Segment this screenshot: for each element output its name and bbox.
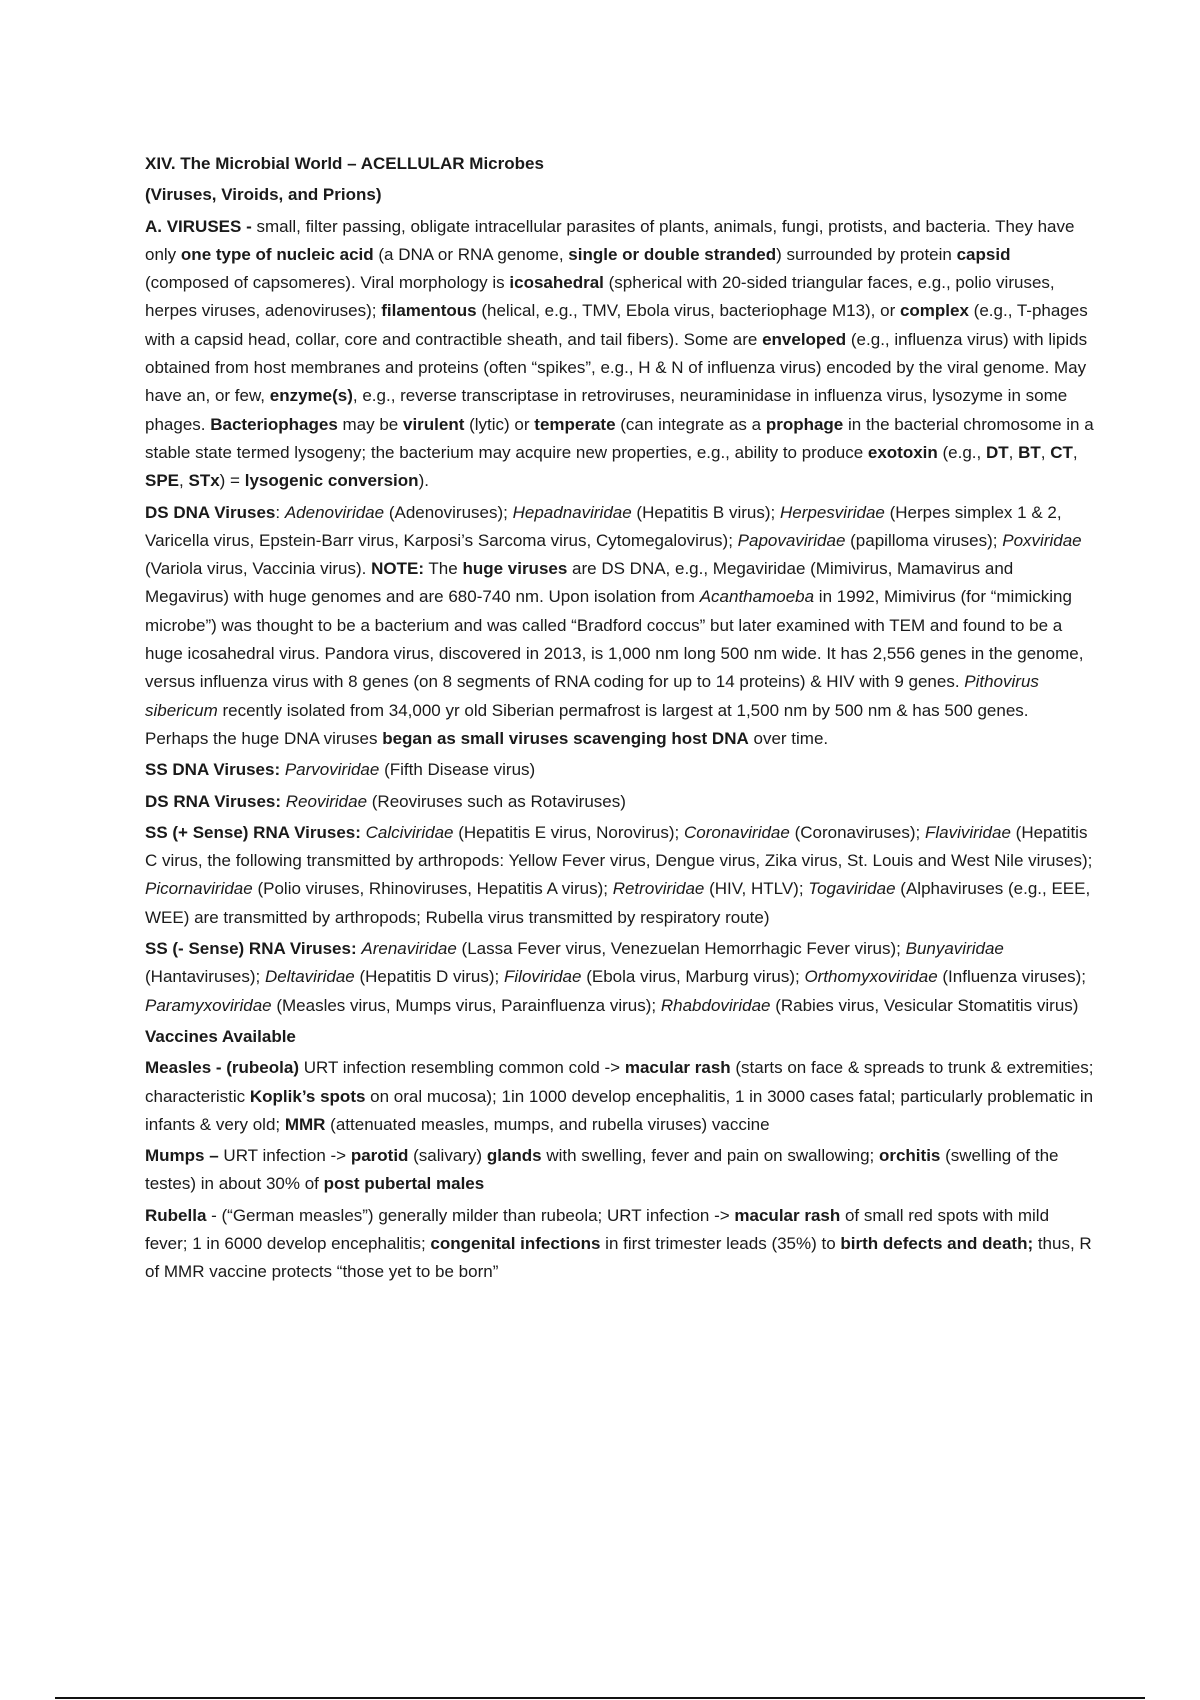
bold-term: Mumps –	[145, 1146, 219, 1166]
text-run: (Reoviruses such as Rotaviruses)	[367, 791, 626, 811]
italic-term: Retroviridae	[612, 879, 705, 899]
bold-term: SPE	[145, 471, 180, 491]
italic-term: Hepadnaviridae	[512, 502, 632, 522]
bold-term: STx	[188, 471, 220, 491]
bold-term: began as small viruses scavenging host DNA	[382, 728, 749, 748]
italic-term: Rhabdoviridae	[660, 995, 771, 1015]
bold-term: temperate	[534, 414, 616, 434]
bold-term: enveloped	[762, 329, 847, 349]
bold-term: SS (+ Sense) RNA Viruses:	[145, 822, 361, 842]
text-run: (Hepatitis C virus, the following transmitted by arthropods: Yellow Fever virus, Dengue virus, Zika virus, St. Louis and West Nile viruses);	[145, 822, 1093, 871]
bold-term: macular rash	[734, 1205, 841, 1225]
bold-term: Koplik’s spots	[249, 1086, 366, 1106]
bold-term: post pubertal males	[323, 1174, 485, 1194]
text-run: (Hepatitis D virus);	[354, 967, 504, 987]
bold-term: enzyme(s)	[269, 386, 353, 406]
text-run: ) =	[219, 471, 245, 491]
text-run: ,	[1072, 442, 1078, 462]
bold-term: complex	[899, 301, 969, 321]
text-run: (Coronaviruses);	[789, 822, 925, 842]
text-run: in 1992, Mimivirus (for “mimicking microbe”) was thought to be a bacterium and was called “Bradford coccus” but later examined with TEM and found to be a huge icosahedral virus. Pandora virus, discovered in 2013, is 1,000 nm long 500 nm wide. It has 2,556 genes in the genome, versus influenza virus with 8 genes (on 8 segments of RNA coding for up to 14 proteins) & HIV with 9 genes.	[145, 587, 1084, 692]
text-run: (e.g., influenza virus) with lipids obtained from host membranes and proteins (often “spikes”, e.g., H & N of influenza virus) encoded by the viral genome. May have an, or few,	[145, 329, 1088, 406]
bold-term: BT	[1018, 442, 1041, 462]
paragraph-ds-rna-viruses	[145, 788, 1095, 816]
text-run: ,	[1040, 442, 1051, 462]
text-run: URT infection ->	[218, 1146, 351, 1166]
paragraph-ds-dna-viruses	[145, 499, 1095, 754]
italic-term: Herpesviridae	[780, 502, 885, 522]
italic-term: Orthomyxoviridae	[804, 967, 938, 987]
bold-term: Bacteriophages	[210, 414, 338, 434]
text-run: are DS DNA, e.g., Megaviridae (Mimivirus, Mamavirus and Megavirus) with huge genomes and are 680-740 nm. Upon isolation from	[145, 559, 1014, 607]
text-run: ,	[1008, 442, 1019, 462]
text-run: (Lassa Fever virus, Venezuelan Hemorrhagic Fever virus);	[456, 939, 906, 959]
italic-term: Acanthamoeba	[699, 587, 815, 607]
paragraph-viruses-overview	[145, 213, 1095, 496]
bold-term: SS (- Sense) RNA Viruses:	[145, 939, 357, 959]
italic-term: Parvoviridae	[284, 760, 380, 780]
text-run: (e.g.,	[937, 442, 986, 462]
text-run: in first trimester leads (35%) to	[600, 1233, 841, 1253]
text-run: ).	[418, 471, 429, 491]
text-run: (Adenoviruses);	[384, 502, 513, 522]
text-run: (Rabies virus, Vesicular Stomatitis virus)	[770, 995, 1079, 1015]
text-run: , e.g., reverse transcriptase in retroviruses, neuraminidase in influenza virus, lysozyme in some phages.	[145, 386, 1068, 434]
bold-term: DS DNA Viruses	[145, 502, 276, 522]
text-run: (lytic) or	[464, 414, 535, 434]
italic-term: Calciviridae	[365, 822, 454, 842]
bold-term: macular rash	[624, 1058, 731, 1078]
text-run: on oral mucosa); 1in 1000 develop encephalitis, 1 in 3000 cases fatal; particularly problematic in infants & very old;	[145, 1086, 1094, 1134]
text-run: (Polio viruses, Rhinoviruses, Hepatitis A virus);	[252, 879, 613, 899]
text-run: (salivary)	[408, 1146, 487, 1166]
bold-term: glands	[486, 1146, 542, 1166]
document-page	[145, 150, 1095, 1287]
text-run: (Ebola virus, Marburg virus);	[581, 967, 805, 987]
bold-term: huge viruses	[462, 559, 568, 579]
bold-term: orchitis	[878, 1146, 941, 1166]
text-run: (spherical with 20-sided triangular faces, e.g., polio viruses, herpes viruses, adenoviruses);	[145, 273, 1055, 321]
italic-term: Bunyaviridae	[905, 939, 1004, 959]
bold-term: one type of nucleic acid	[180, 244, 374, 264]
bold-term: lysogenic conversion	[244, 471, 419, 491]
text-run: (e.g., T-phages with a capsid head, collar, core and contractible sheath, and tail fibers). Some are	[145, 301, 1088, 349]
text-run: (Measles virus, Mumps virus, Parainfluenza virus);	[271, 995, 661, 1015]
text-run: (Hepatitis E virus, Norovirus);	[453, 822, 684, 842]
italic-term: Papovaviridae	[737, 530, 846, 550]
paragraph-ss-plus-rna-viruses	[145, 819, 1095, 932]
bold-term: filamentous	[381, 301, 477, 321]
text-run: The	[424, 559, 463, 579]
text-run: (Influenza viruses);	[937, 967, 1086, 987]
text-run: (composed of capsomeres). Viral morphology is	[145, 273, 510, 293]
text-run: with swelling, fever and pain on swallowing;	[541, 1146, 879, 1166]
italic-term: Poxviridae	[1002, 530, 1082, 550]
bold-term: parotid	[350, 1146, 409, 1166]
bold-term: birth defects and death;	[840, 1233, 1034, 1253]
bold-term: capsid	[956, 244, 1011, 264]
document-subtitle: (Viruses, Viroids, and Prions)	[145, 185, 382, 205]
italic-term: Togaviridae	[808, 879, 896, 899]
bold-term: DT	[985, 442, 1009, 462]
text-run: (can integrate as a	[615, 414, 766, 434]
text-run: (Variola virus, Vaccinia virus).	[145, 559, 372, 579]
italic-term: Coronaviridae	[684, 822, 790, 842]
text-run: (Fifth Disease virus)	[379, 760, 536, 780]
italic-term: Filoviridae	[504, 967, 582, 987]
bold-term: Rubella	[145, 1205, 207, 1225]
text-run: (HIV, HTLV);	[704, 879, 809, 899]
paragraph-ss-minus-rna-viruses	[145, 935, 1095, 1020]
bold-term: single or double stranded	[568, 244, 777, 264]
italic-term: Adenoviridae	[284, 502, 385, 522]
text-run: of small red spots with mild fever; 1 in 6000 develop encephalitis;	[145, 1205, 1050, 1253]
bold-term: MMR	[284, 1114, 326, 1134]
paragraph-mumps	[145, 1142, 1095, 1199]
text-run: (attenuated measles, mumps, and rubella viruses) vaccine	[325, 1114, 770, 1134]
italic-term: Reoviridae	[285, 791, 368, 811]
bold-term: icosahedral	[509, 273, 604, 293]
text-run: thus, R of MMR vaccine protects “those yet to be born”	[145, 1233, 1092, 1282]
bold-term: A. VIRUSES -	[145, 216, 257, 236]
text-run: (a DNA or RNA genome,	[373, 244, 569, 264]
bold-term: exotoxin	[867, 442, 938, 462]
text-run: (Herpes simplex 1 & 2, Varicella virus, Epstein-Barr virus, Karposi’s Sarcoma virus, Cytomegalovirus);	[145, 502, 1062, 550]
text-run: small, filter passing, obligate intracellular parasites of plants, animals, fungi, protists, and bacteria. They have only	[145, 216, 1075, 264]
italic-term: Pithovirus sibericum	[145, 672, 1039, 720]
bold-term: congenital infections	[430, 1233, 601, 1253]
bold-term: Measles - (rubeola)	[145, 1058, 299, 1078]
italic-term: Flaviviridae	[924, 822, 1011, 842]
bold-term: SS DNA Viruses:	[145, 760, 281, 780]
text-run: URT infection resembling common cold ->	[299, 1058, 625, 1078]
text-run: (papilloma viruses);	[845, 530, 1003, 550]
italic-term: Picornaviridae	[145, 879, 253, 899]
paragraph-measles	[145, 1054, 1095, 1139]
bold-term: Vaccines Available	[145, 1026, 296, 1046]
bold-term: prophage	[765, 414, 844, 434]
italic-term: Paramyxoviridae	[145, 995, 272, 1015]
text-run: recently isolated from 34,000 yr old Siberian permafrost is largest at 1,500 nm by 500 nm & has 500 genes. Perhaps the huge DNA viruses	[145, 700, 1029, 748]
text-run: over time.	[748, 728, 829, 748]
bold-term: virulent	[402, 414, 465, 434]
document-title: XIV. The Microbial World – ACELLULAR Microbes	[145, 154, 544, 173]
paragraph-ss-dna-viruses	[145, 756, 1095, 784]
text-run: (swelling of the testes) in about 30% of	[145, 1146, 1059, 1194]
footer-rule	[55, 1697, 1145, 1699]
bold-term: CT	[1050, 442, 1073, 462]
text-run: ) surrounded by protein	[776, 244, 957, 264]
paragraph-rubella	[145, 1202, 1095, 1287]
bold-term: NOTE:	[371, 559, 424, 579]
document-body	[145, 213, 1095, 1287]
heading-vaccines-available	[145, 1023, 1095, 1051]
text-run: ,	[179, 471, 189, 491]
text-run: (Hantaviruses);	[145, 967, 265, 987]
text-run: - (“German measles”) generally milder than rubeola; URT infection ->	[206, 1205, 735, 1225]
text-run: (helical, e.g., TMV, Ebola virus, bacteriophage M13), or	[476, 301, 900, 321]
text-run: in the bacterial chromosome in a stable state termed lysogeny; the bacterium may acquire new properties, e.g., ability to produce	[145, 414, 1094, 462]
italic-term: Arenaviridae	[361, 939, 457, 959]
text-run: (Hepatitis B virus);	[631, 502, 780, 522]
text-run: (starts on face & spreads to trunk & extremities; characteristic	[145, 1058, 1094, 1106]
italic-term: Deltaviridae	[264, 967, 355, 987]
text-run: may be	[337, 414, 403, 434]
bold-term: DS RNA Viruses:	[145, 791, 282, 811]
text-run: :	[275, 502, 285, 522]
text-run: (Alphaviruses (e.g., EEE, WEE) are transmitted by arthropods; Rubella virus transmitted by respiratory route)	[145, 879, 1091, 927]
